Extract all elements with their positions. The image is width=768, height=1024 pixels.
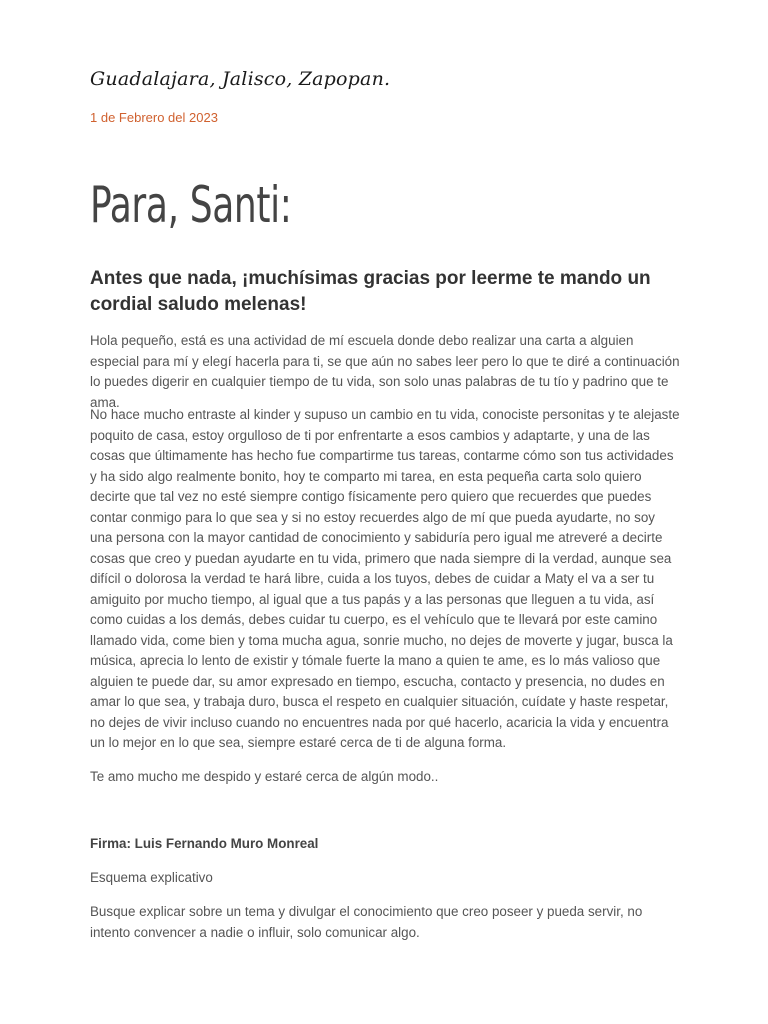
letter-signature: Firma: Luis Fernando Muro Monreal: [90, 836, 319, 851]
letter-paragraph-1: Hola pequeño, está es una actividad de mí escuela donde debo realizar una carta a alguien especial para mí y elegí hacerla para ti, se que aún no sabes leer pero lo que te diré a continuación lo puedes digerir en cualquier tiempo de tu vida, son solo unas palabras de tu tío y padrino que te ama.: [90, 333, 680, 410]
letter-location: Guadalajara, Jalisco, Zapopan.: [90, 68, 391, 90]
letter-date: 1 de Febrero del 2023: [90, 110, 218, 125]
letter-paragraph-2: No hace mucho entraste al kinder y supuso un cambio en tu vida, conociste personitas y te alejaste poquito de casa, estoy orgulloso de ti por enfrentarte a esos cambios y adaptarte, y una de las cosas que últimamente has hecho fue compartirme tus tareas, contarme cómo son tus actividades y ha sido algo realmente bonito, hoy te comparto mi tarea, en esta pequeña carta solo quiero decirte que tal vez no esté siempre contigo físicamente pero quiero que recuerdes que puedes contar conmigo para lo que sea y si no estoy recuerdes algo de mí que pueda ayudarte, no soy una persona con la mayor cantidad de conocimiento y sabiduría pero igual me atreveré a decirte cosas que creo y puedan ayudarte en tu vida, primero que nada siempre di la verdad, aunque sea difícil o dolorosa la verdad te hará libre, cuida a los tuyos, debes de cuidar a Maty el va a ser tu amiguito por mucho tiempo, al igual que a tus papás y a las personas que lleguen a tu vida, así como cuidas a los demás, debes cuidar tu cuerpo, es el vehículo que te llevará por este camino llamado vida, come bien y toma mucha agua, sonrie mucho, no dejes de moverte y jugar, busca la música, aprecia lo lento de existir y tómale fuerte la mano a quien te ame, es lo más valioso que alguien te puede dar, su amor expresado en tiempo, escucha, contacto y presencia, no dudes en amar lo que sea, y trabaja duro, busca el respeto en cualquier situación, cuídate y haste respetar, no dejes de vivir incluso cuando no encuentres nada por qué hacerlo, acaricia la vida y encuentra un lo mejor en lo que sea, siempre estaré cerca de ti de alguna forma.: [90, 407, 680, 750]
scheme-text: Busque explicar sobre un tema y divulgar el conocimiento que creo poseer y pueda servir, no intento convencer a nadie o influir, solo comunicar algo.: [90, 904, 643, 940]
scheme-label: Esquema explicativo: [90, 870, 213, 885]
letter-greeting: Para, Santi:: [90, 176, 292, 234]
letter-subtitle: Antes que nada, ¡muchísimas gracias por leerme te mando un cordial saludo melenas!: [90, 268, 651, 315]
letter-paragraph-3: Te amo mucho me despido y estaré cerca de algún modo..: [90, 769, 439, 784]
